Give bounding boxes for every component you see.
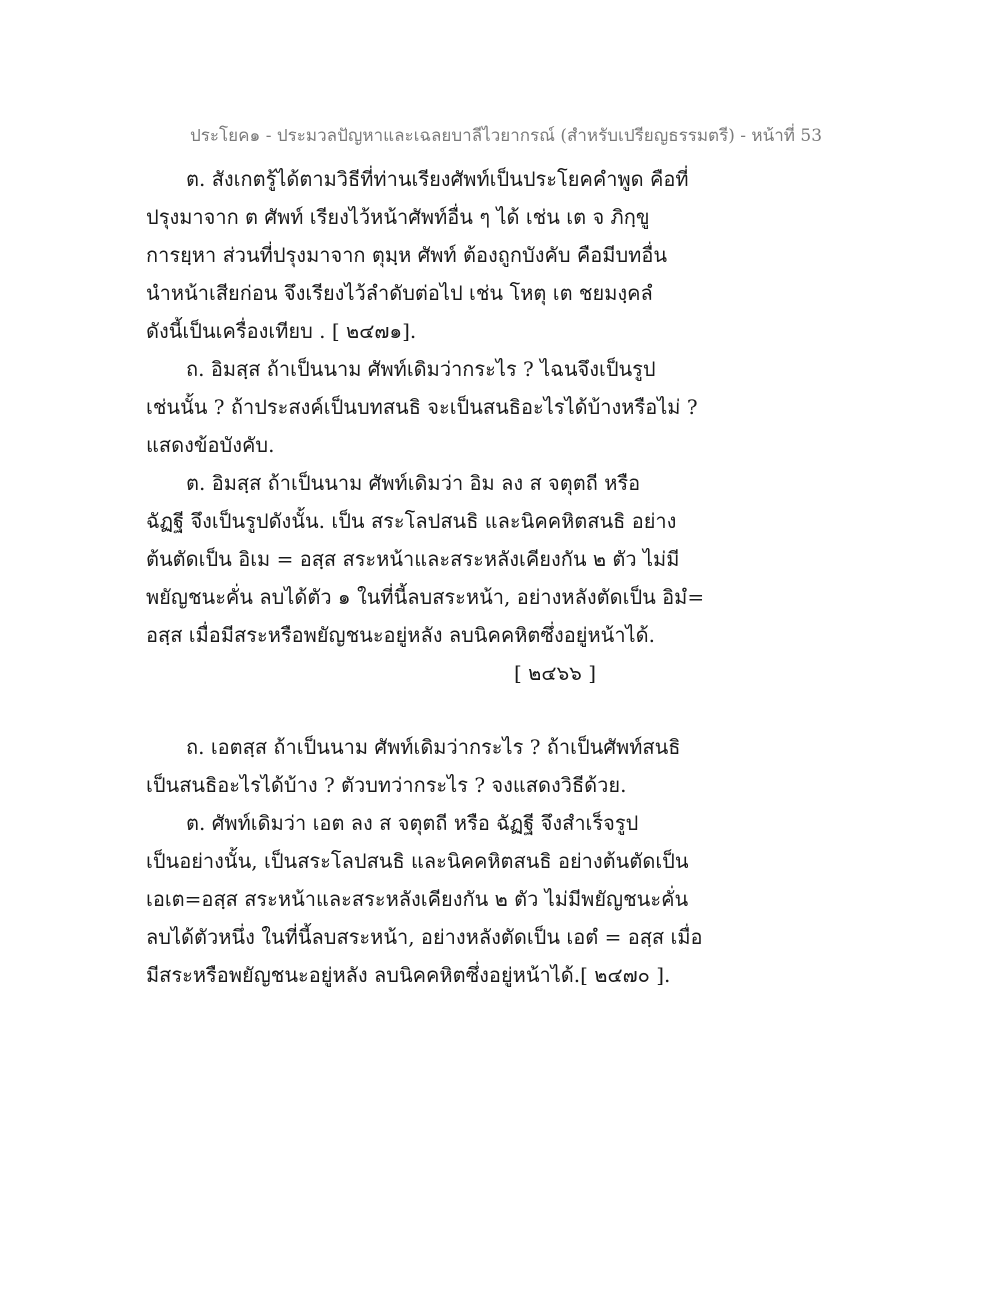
reference-number: [ ๒๔๖๖ ] [513,661,596,685]
question-block-4 [146,728,706,804]
text-line: ลบได้ตัวหนึ่ง ในที่นี้ลบสระหน้า, อย่างหลังตัดเป็น เอตํ = อสฺส เมื่อ [146,925,703,949]
answer-block-1 [146,160,706,350]
text-line: ต. ศัพท์เดิมว่า เอต ลง ส จตุตถี หรือ ฉัฏฐี จึงสำเร็จรูป [186,811,639,835]
text-line: นำหน้าเสียก่อน จึงเรียงไว้ลำดับต่อไป เช่น โหตุ เต ชยมงฺคลํ [146,281,653,305]
text-line: พยัญชนะคั่น ลบได้ตัว ๑ ในที่นี้ลบสระหน้า, อย่างหลังตัดเป็น อิมํ= [146,585,705,609]
running-header: ประโยค๑ - ประมวลปัญหาและเฉลยบาลีไวยากรณ์ (สำหรับเปรียญธรรมตรี) - หน้าที่ 53 [190,126,823,146]
text-line: เป็นอย่างนั้น, เป็นสระโลปสนธิ และนิคคหิตสนธิ อย่างต้นตัดเป็น [146,849,689,873]
text-line: ต้นตัดเป็น อิเม = อสฺส สระหน้าและสระหลังเคียงกัน ๒ ตัว ไม่มี [146,547,680,571]
text-line: ต. สังเกตรู้ได้ตามวิธีที่ท่านเรียงศัพท์เป็นประโยคคำพูด คือที่ [186,167,689,191]
text-line: การยฺหา ส่วนที่ปรุงมาจาก ตุมฺห ศัพท์ ต้องถูกบังคับ คือมีบทอื่น [146,243,668,267]
text-line: ถ. อิมสฺส ถ้าเป็นนาม ศัพท์เดิมว่ากระไร ? ไฉนจึงเป็นรูป [186,357,656,381]
text-line: ปรุงมาจาก ต ศัพท์ เรียงไว้หน้าศัพท์อื่น ๆ ได้ เช่น เต จ ภิกฺขู [146,205,650,229]
body-text [146,160,706,994]
text-line: ดังนี้เป็นเครื่องเทียบ . [ ๒๔๗๑]. [146,319,417,343]
text-line: เป็นสนธิอะไรได้บ้าง ? ตัวบทว่ากระไร ? จงแสดงวิธีด้วย. [146,773,627,797]
text-line: ถ. เอตสฺส ถ้าเป็นนาม ศัพท์เดิมว่ากระไร ? ถ้าเป็นศัพท์สนธิ [186,735,681,759]
text-line: เอเต=อสฺส สระหน้าและสระหลังเคียงกัน ๒ ตัว ไม่มีพยัญชนะคั่น [146,887,689,911]
text-line: เช่นนั้น ? ถ้าประสงค์เป็นบทสนธิ จะเป็นสนธิอะไรได้บ้างหรือไม่ ? [146,395,698,419]
text-line: ฉัฏฐี จึงเป็นรูปดังนั้น. เป็น สระโลปสนธิ และนิคคหิตสนธิ อย่าง [146,509,677,533]
text-line: แสดงข้อบังคับ. [146,433,275,457]
text-line: ต. อิมสฺส ถ้าเป็นนาม ศัพท์เดิมว่า อิม ลง ส จตุตถี หรือ [186,471,641,495]
text-line: มีสระหรือพยัญชนะอยู่หลัง ลบนิคคหิตซึ่งอยู่หน้าได้.[ ๒๔๗๐ ]. [146,963,671,987]
text-line: อสฺส เมื่อมีสระหรือพยัญชนะอยู่หลัง ลบนิคคหิตซึ่งอยู่หน้าได้. [146,623,655,647]
question-block-2 [146,350,706,464]
answer-block-5 [146,804,706,994]
answer-block-3 [146,464,706,692]
paragraph-gap [146,692,706,728]
